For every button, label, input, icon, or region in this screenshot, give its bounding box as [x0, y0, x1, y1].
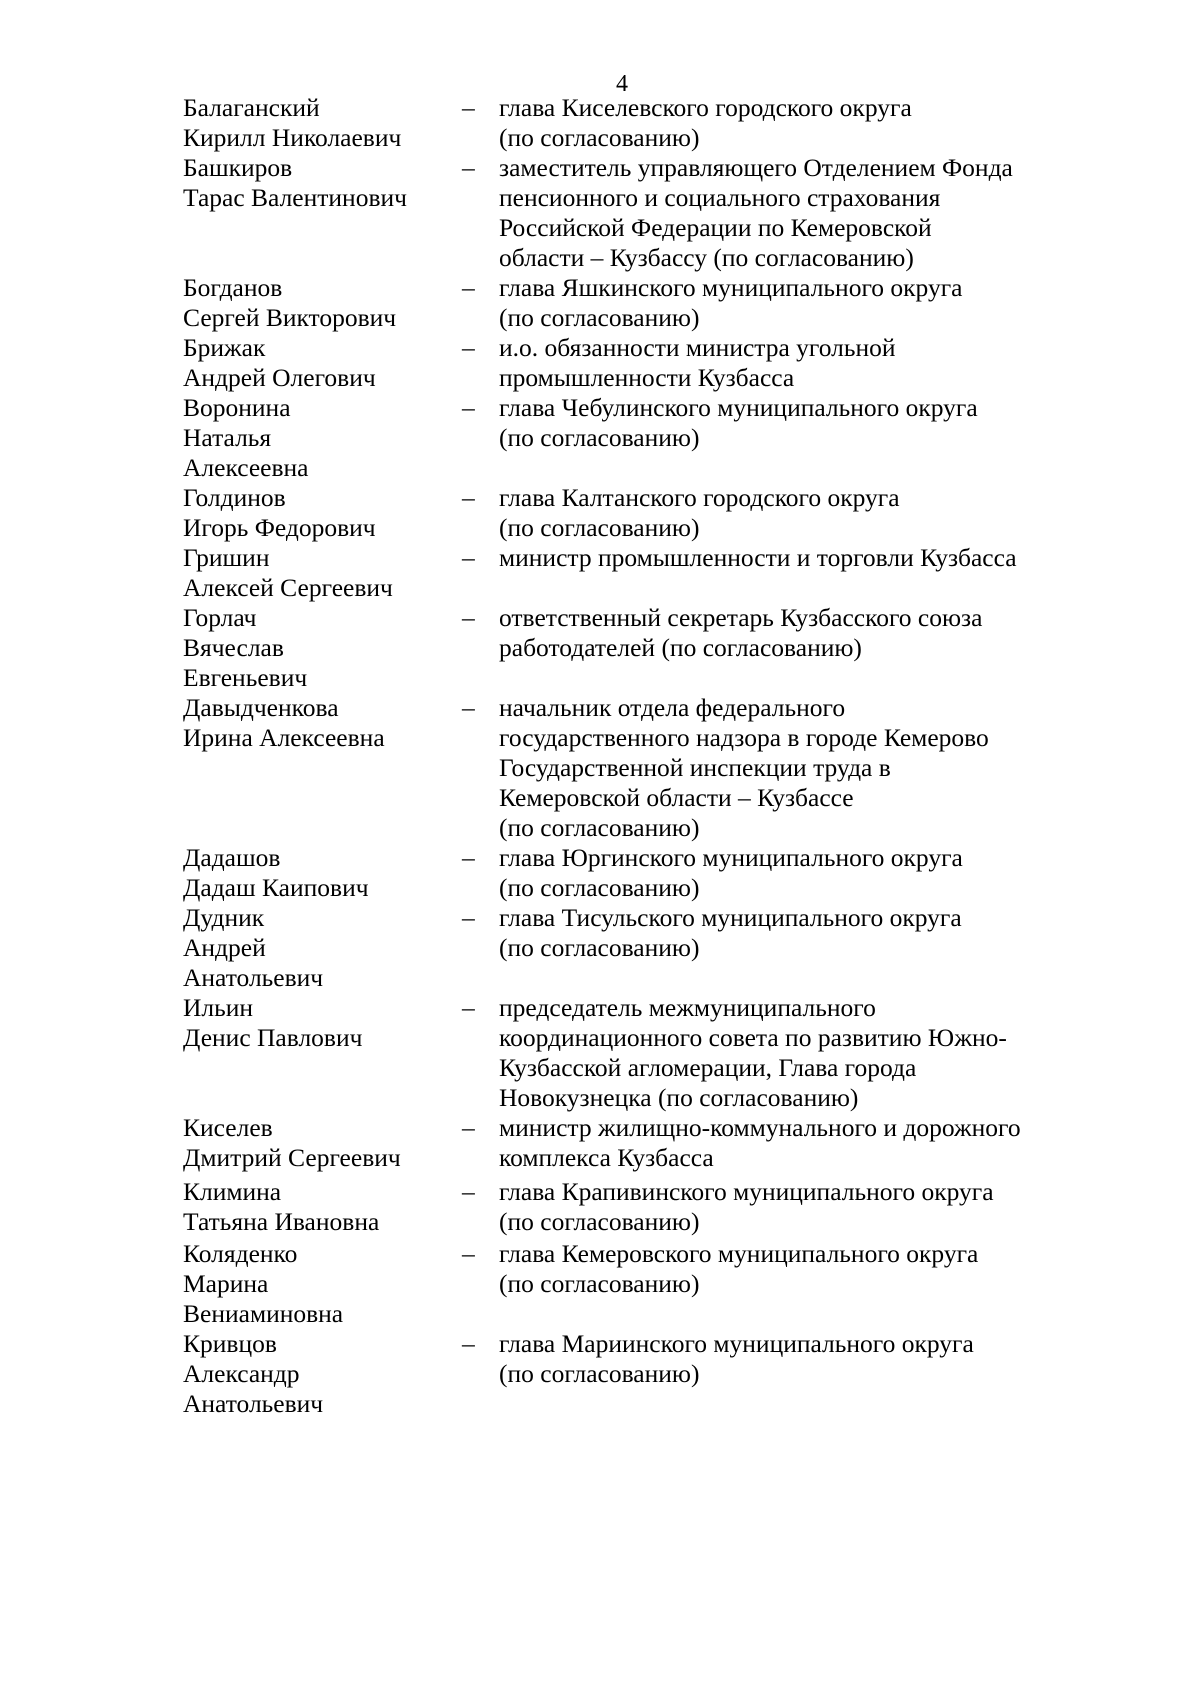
member-position-line: глава Мариинского муниципального округа	[499, 1329, 974, 1358]
member-position-line: (по согласованию)	[499, 303, 700, 332]
dash-separator: –	[462, 603, 475, 632]
list-item	[0, 903, 1200, 993]
member-name	[183, 1239, 453, 1329]
member-name-line: Кривцов	[183, 1329, 277, 1358]
member-name-line: Климина	[183, 1177, 282, 1206]
member-name-line: Дудник	[183, 903, 265, 932]
member-position-line: Кемеровской области – Кузбассе	[499, 783, 854, 812]
member-name-line: Анатольевич	[183, 1389, 324, 1418]
member-name	[183, 153, 453, 213]
dash-separator: –	[462, 273, 475, 302]
member-position	[499, 393, 1099, 453]
member-name	[183, 693, 453, 753]
member-name-line: Ильин	[183, 993, 254, 1022]
dash-separator: –	[462, 153, 475, 182]
list-item	[0, 843, 1200, 903]
member-position-line: глава Тисульского муниципального округа	[499, 903, 962, 932]
list-item	[0, 483, 1200, 543]
member-position	[499, 693, 1099, 843]
member-position-line: председатель межмуниципального	[499, 993, 876, 1022]
member-position-line: глава Крапивинского муниципального округа	[499, 1177, 994, 1206]
member-position-line: Кузбасской агломерации, Глава города	[499, 1053, 917, 1082]
list-item	[0, 273, 1200, 333]
member-position	[499, 333, 1099, 393]
dash-separator: –	[462, 483, 475, 512]
member-name-line: Вячеслав	[183, 633, 284, 662]
member-position-line: глава Чебулинского муниципального округа	[499, 393, 978, 422]
dash-separator: –	[462, 1177, 475, 1206]
member-position-line: начальник отдела федерального	[499, 693, 846, 722]
member-position-line: (по согласованию)	[499, 933, 700, 962]
list-item	[0, 1329, 1200, 1419]
list-item	[0, 993, 1200, 1113]
member-name-line: Тарас Валентинович	[183, 183, 407, 212]
member-position-line: ответственный секретарь Кузбасского союза	[499, 603, 983, 632]
member-name	[183, 333, 453, 393]
member-position-line: глава Калтанского городского округа	[499, 483, 900, 512]
member-position-line: (по согласованию)	[499, 873, 700, 902]
list-item	[0, 333, 1200, 393]
member-name	[183, 543, 453, 603]
member-name	[183, 483, 453, 543]
member-position-line: (по согласованию)	[499, 813, 700, 842]
dash-separator: –	[462, 1329, 475, 1358]
member-name-line: Вениаминовна	[183, 1299, 344, 1328]
member-position	[499, 153, 1099, 273]
member-name-line: Игорь Федорович	[183, 513, 376, 542]
member-name-line: Татьяна Ивановна	[183, 1207, 380, 1236]
member-position-line: (по согласованию)	[499, 1269, 700, 1298]
list-item	[0, 93, 1200, 153]
list-item	[0, 1113, 1200, 1173]
dash-separator: –	[462, 543, 475, 572]
member-name	[183, 843, 453, 903]
member-name-line: Алексеевна	[183, 453, 309, 482]
member-position-line: Государственной инспекции труда в	[499, 753, 891, 782]
member-name	[183, 1113, 453, 1173]
member-name-line: Дадашов	[183, 843, 281, 872]
list-item	[0, 1239, 1200, 1329]
member-name-line: Дмитрий Сергеевич	[183, 1143, 401, 1172]
member-name-line: Кирилл Николаевич	[183, 123, 402, 152]
member-position	[499, 483, 1099, 543]
member-name-line: Анатольевич	[183, 963, 324, 992]
member-position-line: и.о. обязанности министра угольной	[499, 333, 896, 362]
list-item	[0, 693, 1200, 843]
member-name-line: Гришин	[183, 543, 270, 572]
member-position	[499, 603, 1099, 663]
dash-separator: –	[462, 843, 475, 872]
member-position-line: пенсионного и социального страхования	[499, 183, 941, 212]
member-name-line: Башкиров	[183, 153, 293, 182]
member-name-line: Александр	[183, 1359, 300, 1388]
member-position-line: (по согласованию)	[499, 1359, 700, 1388]
member-position-line: (по согласованию)	[499, 1207, 700, 1236]
member-position	[499, 1113, 1099, 1173]
member-position-line: (по согласованию)	[499, 123, 700, 152]
member-position-line: комплекса Кузбасса	[499, 1143, 714, 1172]
member-list	[0, 93, 1200, 1419]
page-number: 4	[616, 71, 628, 97]
member-position-line: области – Кузбассу (по согласованию)	[499, 243, 914, 272]
member-position	[499, 273, 1099, 333]
member-name	[183, 1329, 453, 1419]
list-item	[0, 603, 1200, 693]
dash-separator: –	[462, 693, 475, 722]
member-position-line: промышленности Кузбасса	[499, 363, 795, 392]
list-item	[0, 1177, 1200, 1237]
member-position-line: (по согласованию)	[499, 513, 700, 542]
member-name	[183, 603, 453, 693]
list-item	[0, 543, 1200, 603]
member-name-line: Евгеньевич	[183, 663, 308, 692]
member-name-line: Балаганский	[183, 93, 320, 122]
member-position-line: глава Юргинского муниципального округа	[499, 843, 963, 872]
dash-separator: –	[462, 333, 475, 362]
member-position-line: Российской Федерации по Кемеровской	[499, 213, 932, 242]
member-name	[183, 1177, 453, 1237]
list-item	[0, 153, 1200, 273]
dash-separator: –	[462, 1113, 475, 1142]
member-name-line: Киселев	[183, 1113, 273, 1142]
dash-separator: –	[462, 93, 475, 122]
dash-separator: –	[462, 1239, 475, 1268]
member-position	[499, 1239, 1099, 1299]
member-name	[183, 93, 453, 153]
member-name-line: Воронина	[183, 393, 291, 422]
member-position	[499, 93, 1099, 153]
member-name-line: Голдинов	[183, 483, 286, 512]
member-position	[499, 993, 1099, 1113]
member-position-line: глава Яшкинского муниципального округа	[499, 273, 963, 302]
member-position	[499, 843, 1099, 903]
member-position-line: работодателей (по согласованию)	[499, 633, 862, 662]
member-name-line: Горлач	[183, 603, 257, 632]
member-name-line: Дадаш Каипович	[183, 873, 369, 902]
member-position-line: глава Киселевского городского округа	[499, 93, 912, 122]
member-position-line: министр промышленности и торговли Кузбасса	[499, 543, 1017, 572]
member-name-line: Наталья	[183, 423, 272, 452]
list-item	[0, 393, 1200, 483]
member-position-line: Новокузнецка (по согласованию)	[499, 1083, 859, 1112]
member-name-line: Коляденко	[183, 1239, 298, 1268]
member-name-line: Денис Павлович	[183, 1023, 363, 1052]
dash-separator: –	[462, 393, 475, 422]
member-position-line: министр жилищно-коммунального и дорожного	[499, 1113, 1021, 1142]
member-name	[183, 993, 453, 1053]
member-position-line: заместитель управляющего Отделением Фонда	[499, 153, 1013, 182]
member-position-line: координационного совета по развитию Южно-	[499, 1023, 1007, 1052]
member-name-line: Давыдченкова	[183, 693, 339, 722]
member-name-line: Богданов	[183, 273, 283, 302]
member-position-line: (по согласованию)	[499, 423, 700, 452]
member-name	[183, 903, 453, 993]
member-position-line: государственного надзора в городе Кемерово	[499, 723, 989, 752]
dash-separator: –	[462, 993, 475, 1022]
member-name-line: Сергей Викторович	[183, 303, 397, 332]
member-name-line: Ирина Алексеевна	[183, 723, 385, 752]
member-name-line: Андрей	[183, 933, 266, 962]
member-position-line: глава Кемеровского муниципального округа	[499, 1239, 979, 1268]
member-position	[499, 543, 1099, 573]
member-position	[499, 1177, 1099, 1237]
member-name	[183, 273, 453, 333]
member-position	[499, 1329, 1099, 1389]
member-name	[183, 393, 453, 483]
member-name-line: Андрей Олегович	[183, 363, 376, 392]
member-name-line: Брижак	[183, 333, 266, 362]
member-position	[499, 903, 1099, 963]
member-name-line: Алексей Сергеевич	[183, 573, 393, 602]
dash-separator: –	[462, 903, 475, 932]
member-name-line: Марина	[183, 1269, 269, 1298]
